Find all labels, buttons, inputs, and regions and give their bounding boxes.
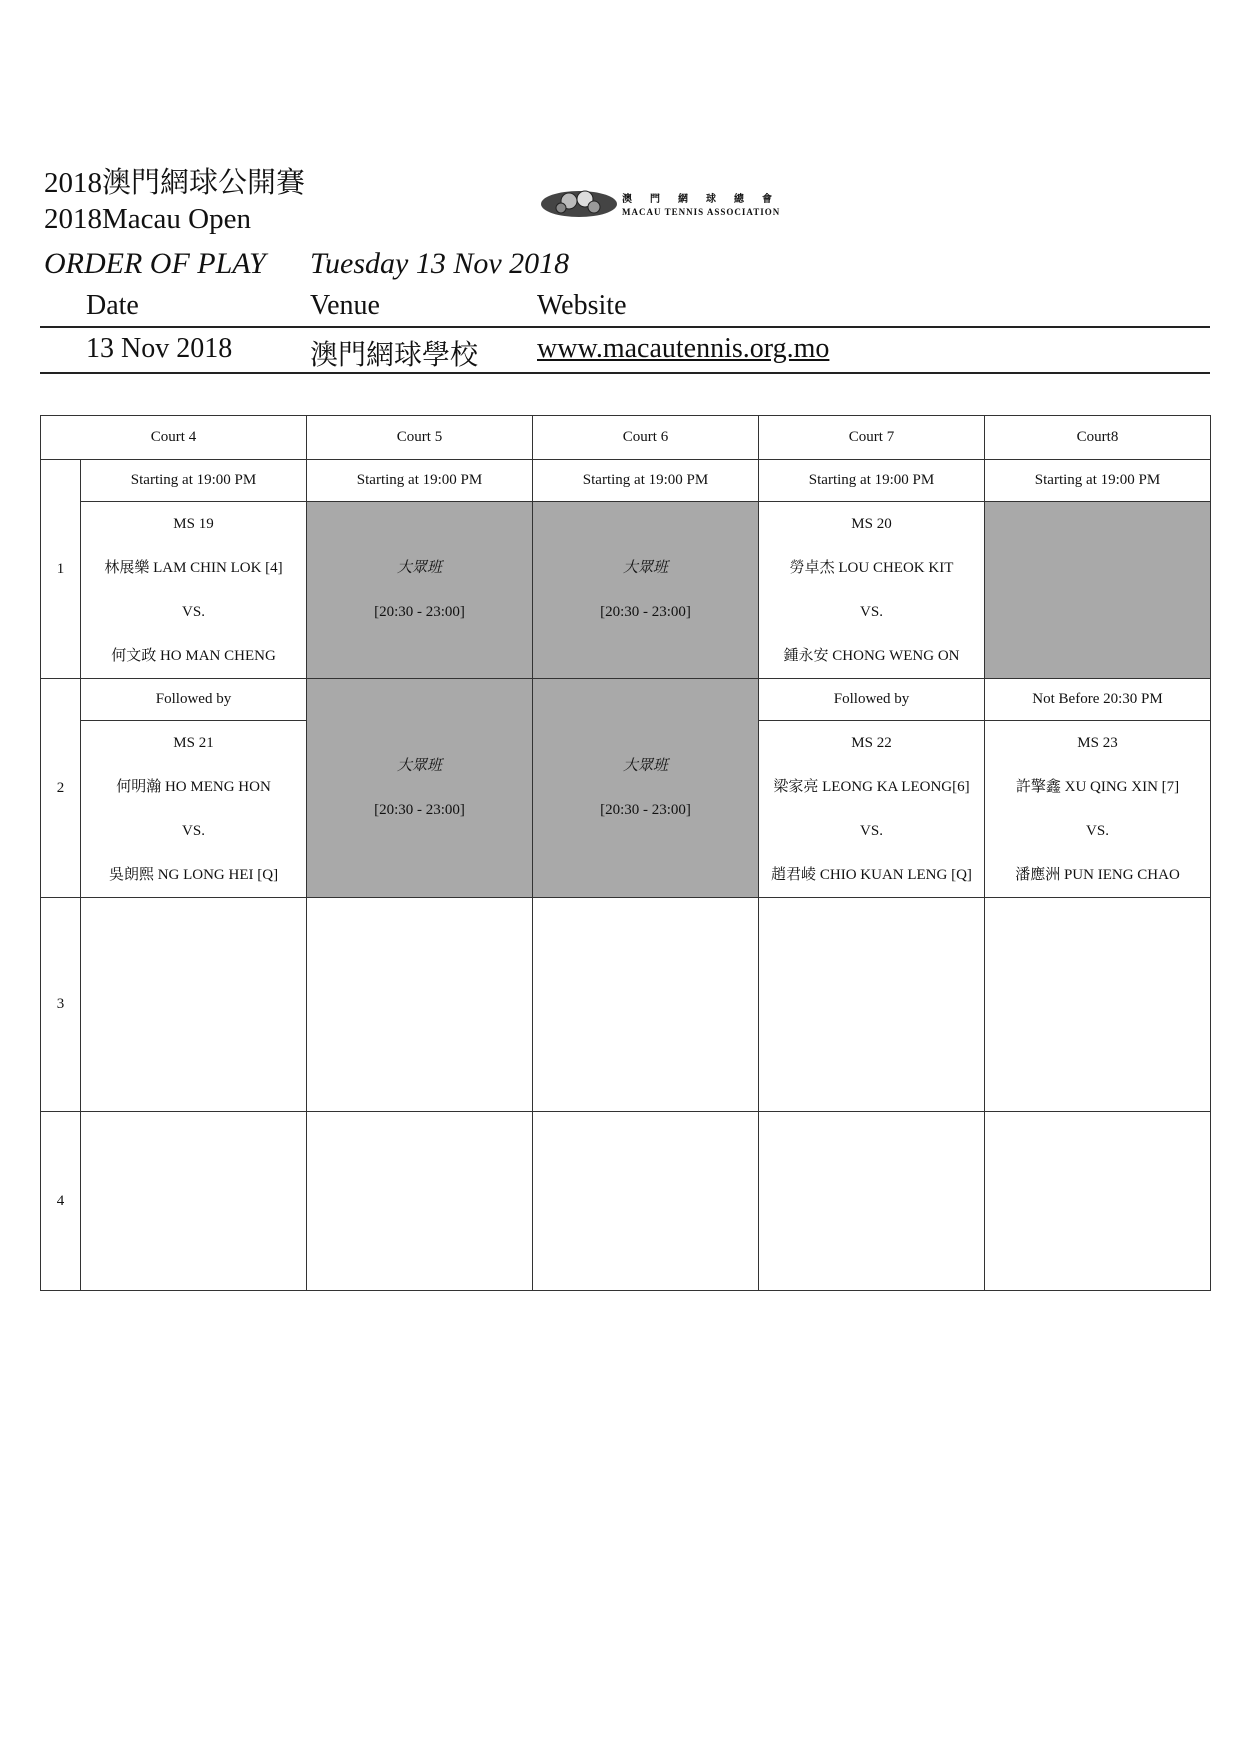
court-8-order-label: Not Before 20:30 PM [985,679,1211,721]
empty-cell [759,1112,985,1291]
info-header-row [40,290,1210,328]
tournament-title-chinese: 2018澳門網球公開賽 [44,167,306,199]
match-cell [759,721,985,898]
match-code: MS 20 [851,516,892,532]
empty-cell [307,1112,533,1291]
versus-label: VS. [860,823,883,839]
empty-cell [533,1112,759,1291]
blocked-cell [985,502,1211,679]
player-2: 潘應洲 PUN IENG CHAO [1015,867,1180,883]
date-label: Date [86,290,139,321]
court-7-header: Court 7 [759,416,985,460]
match-code: MS 19 [173,516,214,532]
empty-cell [985,898,1211,1112]
court-5-header: Court 5 [307,416,533,460]
match-cell [81,502,307,679]
versus-label: VS. [182,604,205,620]
empty-cell [307,898,533,1112]
court-7-start: Starting at 19:00 PM [759,460,985,502]
website-link[interactable]: www.macautennis.org.mo [537,333,830,364]
player-1: 許擎鑫 XU QING XIN [7] [1015,779,1180,795]
row-number-4: 4 [41,1112,81,1291]
website-label: Website [537,290,627,321]
empty-cell [533,898,759,1112]
player-1: 林展樂 LAM CHIN LOK [4] [104,560,283,576]
court-6-header: Court 6 [533,416,759,460]
row-number-1: 1 [41,460,81,679]
event-time: [20:30 - 23:00] [600,604,691,620]
schedule-row-4 [41,1112,1211,1291]
court-5-start: Starting at 19:00 PM [307,460,533,502]
versus-label: VS. [182,823,205,839]
association-name-english: MACAU TENNIS ASSOCIATION [622,207,781,217]
info-value-row [40,333,1210,373]
empty-cell [81,1112,307,1291]
tournament-title-english: 2018Macau Open [44,203,251,235]
player-1: 勞卓杰 LOU CHEOK KIT [789,560,954,576]
date-value: 13 Nov 2018 [86,333,233,364]
reserved-cell [307,679,533,898]
event-time: [20:30 - 23:00] [600,802,691,818]
player-2: 趙君崚 CHIO KUAN LENG [Q] [771,867,972,883]
match-code: MS 22 [851,735,892,751]
empty-cell [81,898,307,1112]
venue-label: Venue [310,290,380,321]
match-cell [81,721,307,898]
venue-value: 澳門網球學校 [310,340,479,371]
reserved-cell [533,679,759,898]
reserved-cell [307,502,533,679]
versus-label: VS. [1086,823,1109,839]
player-1: 何明瀚 HO MENG HON [116,779,271,795]
court-4-start: Starting at 19:00 PM [81,460,307,502]
match-cell [985,721,1211,898]
court-8-header: Court8 [985,416,1211,460]
court-4-order-label: Followed by [81,679,307,721]
info-bottom-divider [40,372,1210,374]
match-cell [759,502,985,679]
court-7-order-label: Followed by [759,679,985,721]
start-time-row [41,460,1211,502]
player-2: 吳朗熙 NG LONG HEI [Q] [108,867,279,883]
order-of-play-day: Tuesday 13 Nov 2018 [310,247,570,280]
info-divider [40,326,1210,328]
court-header-row [41,416,1211,460]
row-number-2: 2 [41,679,81,898]
followed-by-row [41,679,1211,721]
association-name-chinese: 澳門網球總會 [622,194,790,205]
schedule-row-3 [41,898,1211,1112]
order-of-play-heading: ORDER OF PLAY [44,247,266,280]
reserved-cell [533,502,759,679]
player-2: 何文政 HO MAN CHENG [111,648,276,664]
court-8-start: Starting at 19:00 PM [985,460,1211,502]
match-code: MS 23 [1077,735,1118,751]
event-time: [20:30 - 23:00] [374,604,465,620]
court-4-header: Court 4 [41,416,307,460]
player-2: 鍾永安 CHONG WENG ON [783,648,960,664]
event-label: 大眾班 [623,758,669,774]
event-time: [20:30 - 23:00] [374,802,465,818]
schedule-table [40,415,1211,1291]
player-1: 梁家亮 LEONG KA LEONG[6] [773,779,970,795]
versus-label: VS. [860,604,883,620]
row-number-3: 3 [41,898,81,1112]
court-6-start: Starting at 19:00 PM [533,460,759,502]
event-label: 大眾班 [397,560,443,576]
event-label: 大眾班 [623,560,669,576]
empty-cell [759,898,985,1112]
empty-cell [985,1112,1211,1291]
schedule-row-1 [41,502,1211,679]
match-code: MS 21 [173,735,214,751]
event-label: 大眾班 [397,758,443,774]
